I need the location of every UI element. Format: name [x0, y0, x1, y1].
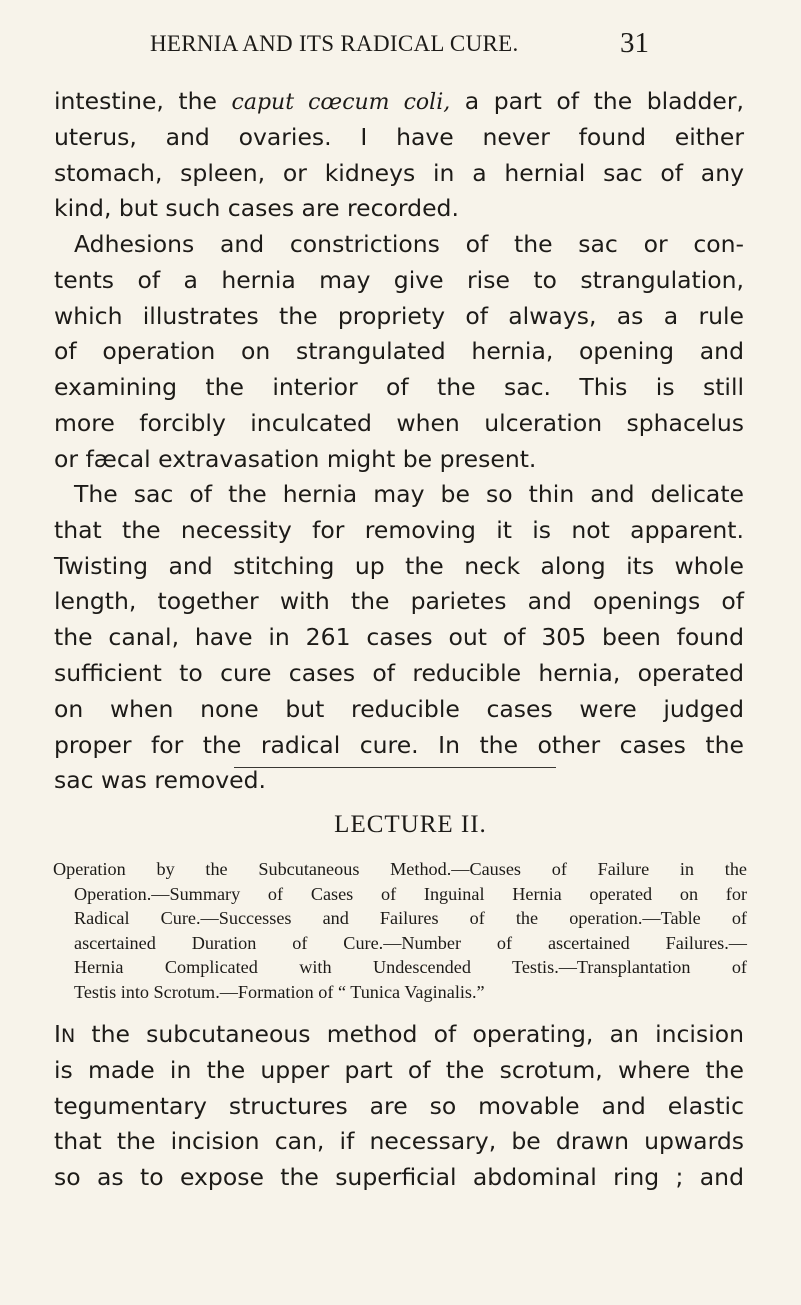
paragraph-4-line-4: that the incision can, if necessary, be drawn upwards: [54, 1127, 744, 1156]
paragraph-3-line-3: Twisting and stitching up the neck along its whole: [54, 551, 744, 580]
synopsis-line-5: Hernia Complicated with Undescended Testis.—Transplantation of: [74, 957, 747, 977]
paragraph-3: [54, 477, 744, 799]
paragraph-3-line-2: that the necessity for removing it is not apparent.: [54, 515, 744, 544]
paragraph-4-line-5: so as to expose the superficial abdominal ring ; and: [54, 1163, 744, 1192]
paragraph-1-line-2: uterus, and ovaries. I have never found either: [54, 122, 744, 151]
paragraph-1-line-3: stomach, spleen, or kidneys in a hernial sac of any: [54, 158, 744, 187]
section-divider: [234, 767, 556, 768]
lecture-heading: LECTURE II.: [334, 811, 487, 838]
paragraph-2-line-5: examining the interior of the sac. This is still: [54, 373, 744, 402]
synopsis-line-1: Operation by the Subcutaneous Method.—Causes of Failure in the: [53, 859, 747, 879]
paragraph-4-line-1: IN the subcutaneous method of operating, an incision: [54, 1020, 744, 1048]
paragraph-1: [54, 84, 744, 227]
paragraph-3-line-1: The sac of the hernia may be so thin and delicate: [74, 480, 744, 508]
paragraph-2-line-7: or fæcal extravasation might be present.: [54, 444, 537, 473]
lecture-synopsis: [53, 857, 747, 1004]
paragraph-3-line-4: length, together with the parietes and openings of: [54, 587, 744, 616]
paragraph-1-line-1: intestine, the caput cœcum coli, a part of the bladder,: [54, 87, 744, 115]
synopsis-line-3: Radical Cure.—Successes and Failures of the operation.—Table of: [74, 908, 747, 928]
paragraph-2-line-2: tents of a hernia may give rise to strangulation,: [54, 265, 744, 294]
latin-term: caput cœcum coli,: [231, 90, 451, 115]
lead-smallcaps: N: [60, 1025, 76, 1047]
running-title: HERNIA AND ITS RADICAL CURE.: [150, 31, 519, 56]
paragraph-3-line-7: on when none but reducible cases were judged: [54, 694, 744, 723]
paragraph-2-line-1: Adhesions and constrictions of the sac or con-: [74, 230, 744, 258]
synopsis-line-4: ascertained Duration of Cure.—Number of ascertained Failures.—: [74, 932, 747, 953]
paragraph-3-line-8: proper for the radical cure. In the other cases the: [54, 730, 744, 759]
paragraph-4: [54, 1017, 744, 1196]
paragraph-2: [54, 227, 744, 478]
lead-capital: I: [54, 1020, 61, 1048]
paragraph-4-line-2: is made in the upper part of the scrotum, where the: [54, 1055, 744, 1084]
paragraph-4-line-3: tegumentary structures are so movable and elastic: [54, 1091, 744, 1120]
paragraph-2-line-6: more forcibly inculcated when ulceration sphacelus: [54, 408, 744, 437]
paragraph-2-line-3: which illustrates the propriety of always, as a rule: [54, 301, 744, 330]
synopsis-line-6: Testis into Scrotum.—Formation of “ Tunica Vaginalis.”: [74, 981, 485, 1002]
paragraph-3-line-9: sac was removed.: [54, 766, 266, 795]
paragraph-3-line-5: the canal, have in 261 cases out of 305 been found: [54, 623, 744, 652]
page-number: 31: [620, 27, 649, 59]
synopsis-line-2: Operation.—Summary of Cases of Inguinal Hernia operated on for: [74, 883, 747, 904]
paragraph-1-line-4: kind, but such cases are recorded.: [54, 194, 459, 223]
running-head: [0, 27, 801, 61]
paragraph-3-line-6: sufficient to cure cases of reducible hernia, operated: [54, 658, 744, 687]
paragraph-2-line-4: of operation on strangulated hernia, opening and: [54, 337, 744, 366]
